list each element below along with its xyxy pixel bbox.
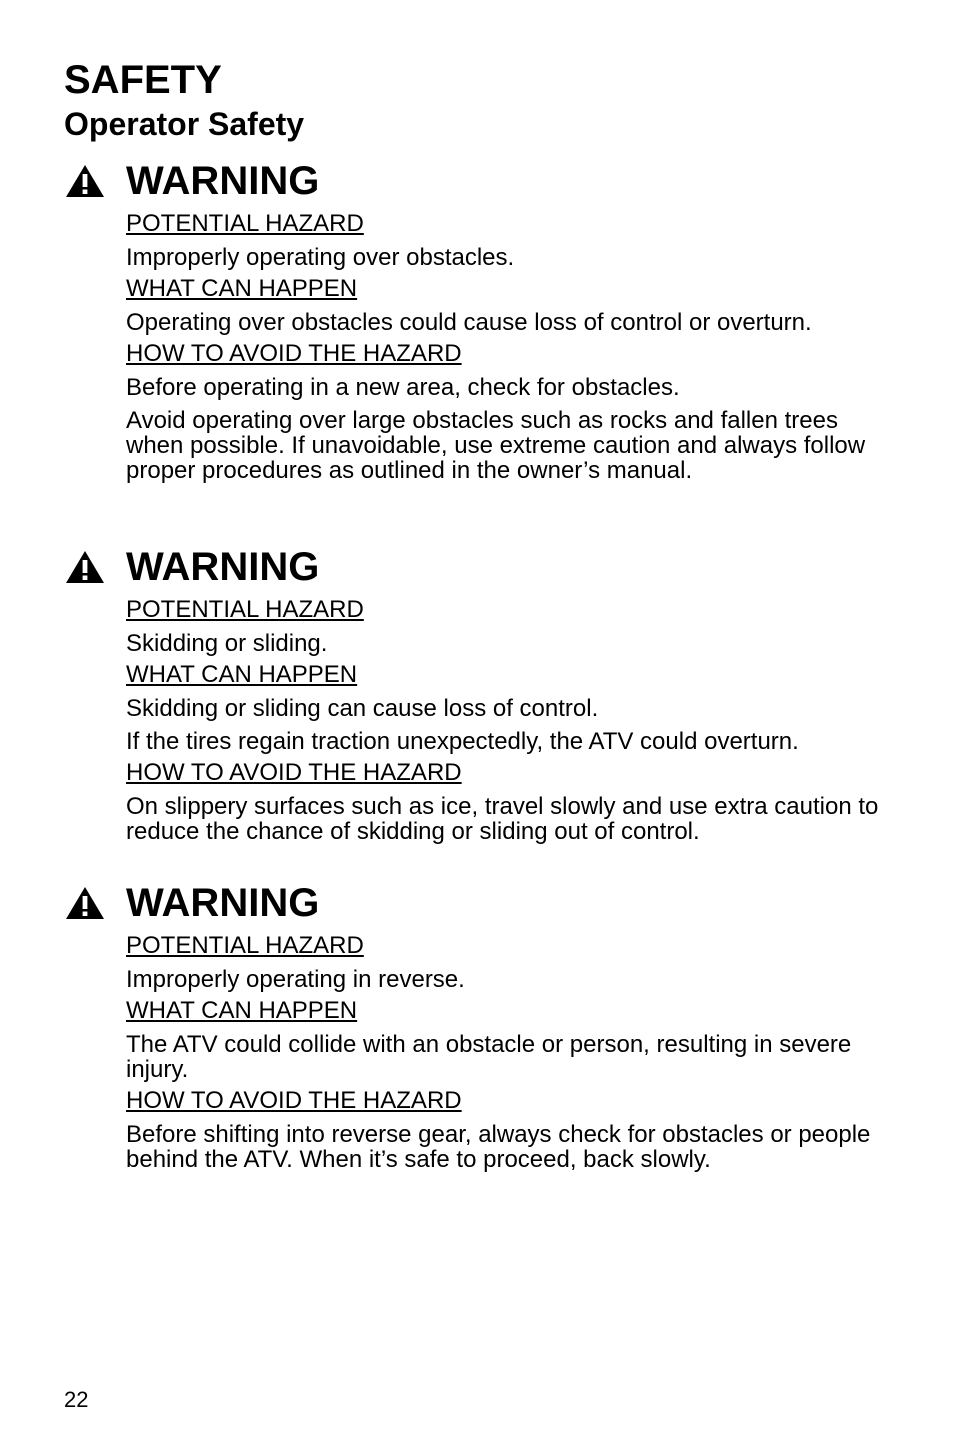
warning-header: [64, 879, 884, 927]
warning-block-skidding: [64, 543, 884, 844]
how-to-avoid-text: Before shifting into reverse gear, always check for obstacles or people behind the ATV. When it’s safe to proceed, back slowly.: [126, 1121, 871, 1173]
how-to-avoid-label: HOW TO AVOID THE HAZARD: [126, 340, 462, 367]
what-can-happen-label: WHAT CAN HAPPEN: [126, 275, 358, 302]
potential-hazard-text: Skidding or sliding.: [126, 630, 328, 657]
warning-block-obstacles: [64, 157, 884, 483]
page-number: 22: [64, 1387, 89, 1412]
how-to-avoid-label: HOW TO AVOID THE HAZARD: [126, 1087, 462, 1114]
warning-title: WARNING: [126, 545, 320, 589]
how-to-avoid-text: Before operating in a new area, check for obstacles.: [126, 374, 680, 401]
warning-title: WARNING: [126, 159, 320, 203]
what-can-happen-text: Skidding or sliding can cause loss of control.: [126, 695, 599, 722]
how-to-avoid-text: On slippery surfaces such as ice, travel slowly and use extra caution to reduce the chance of skidding or sliding out of control.: [126, 793, 879, 845]
warning-body: [126, 597, 886, 844]
potential-hazard-text: Improperly operating over obstacles.: [126, 244, 515, 271]
how-to-avoid-text: Avoid operating over large obstacles such as rocks and fallen trees when possible. If unavoidable, use extreme caution and always follow proper procedures as outlined in the owner’s manual.: [126, 407, 866, 484]
warning-triangle-icon: [64, 163, 106, 199]
warning-title: WARNING: [126, 881, 320, 925]
warning-body: [126, 933, 886, 1172]
warning-body: [126, 211, 886, 483]
what-can-happen-text: If the tires regain traction unexpectedly, the ATV could overturn.: [126, 728, 799, 755]
potential-hazard-label: POTENTIAL HAZARD: [126, 210, 364, 237]
how-to-avoid-label: HOW TO AVOID THE HAZARD: [126, 759, 462, 786]
what-can-happen-label: WHAT CAN HAPPEN: [126, 997, 358, 1024]
warning-triangle-icon: [64, 549, 106, 585]
potential-hazard-label: POTENTIAL HAZARD: [126, 596, 364, 623]
potential-hazard-label: POTENTIAL HAZARD: [126, 932, 364, 959]
warning-header: [64, 157, 884, 205]
potential-hazard-text: Improperly operating in reverse.: [126, 966, 465, 993]
page-title: SAFETY: [64, 58, 222, 102]
warning-triangle-icon: [64, 885, 106, 921]
what-can-happen-text: The ATV could collide with an obstacle or person, resulting in severe injury.: [126, 1031, 852, 1083]
warning-block-reverse: [64, 879, 884, 1172]
warning-header: [64, 543, 884, 591]
what-can-happen-text: Operating over obstacles could cause loss of control or overturn.: [126, 309, 812, 336]
what-can-happen-label: WHAT CAN HAPPEN: [126, 661, 358, 688]
section-title: Operator Safety: [64, 106, 305, 142]
